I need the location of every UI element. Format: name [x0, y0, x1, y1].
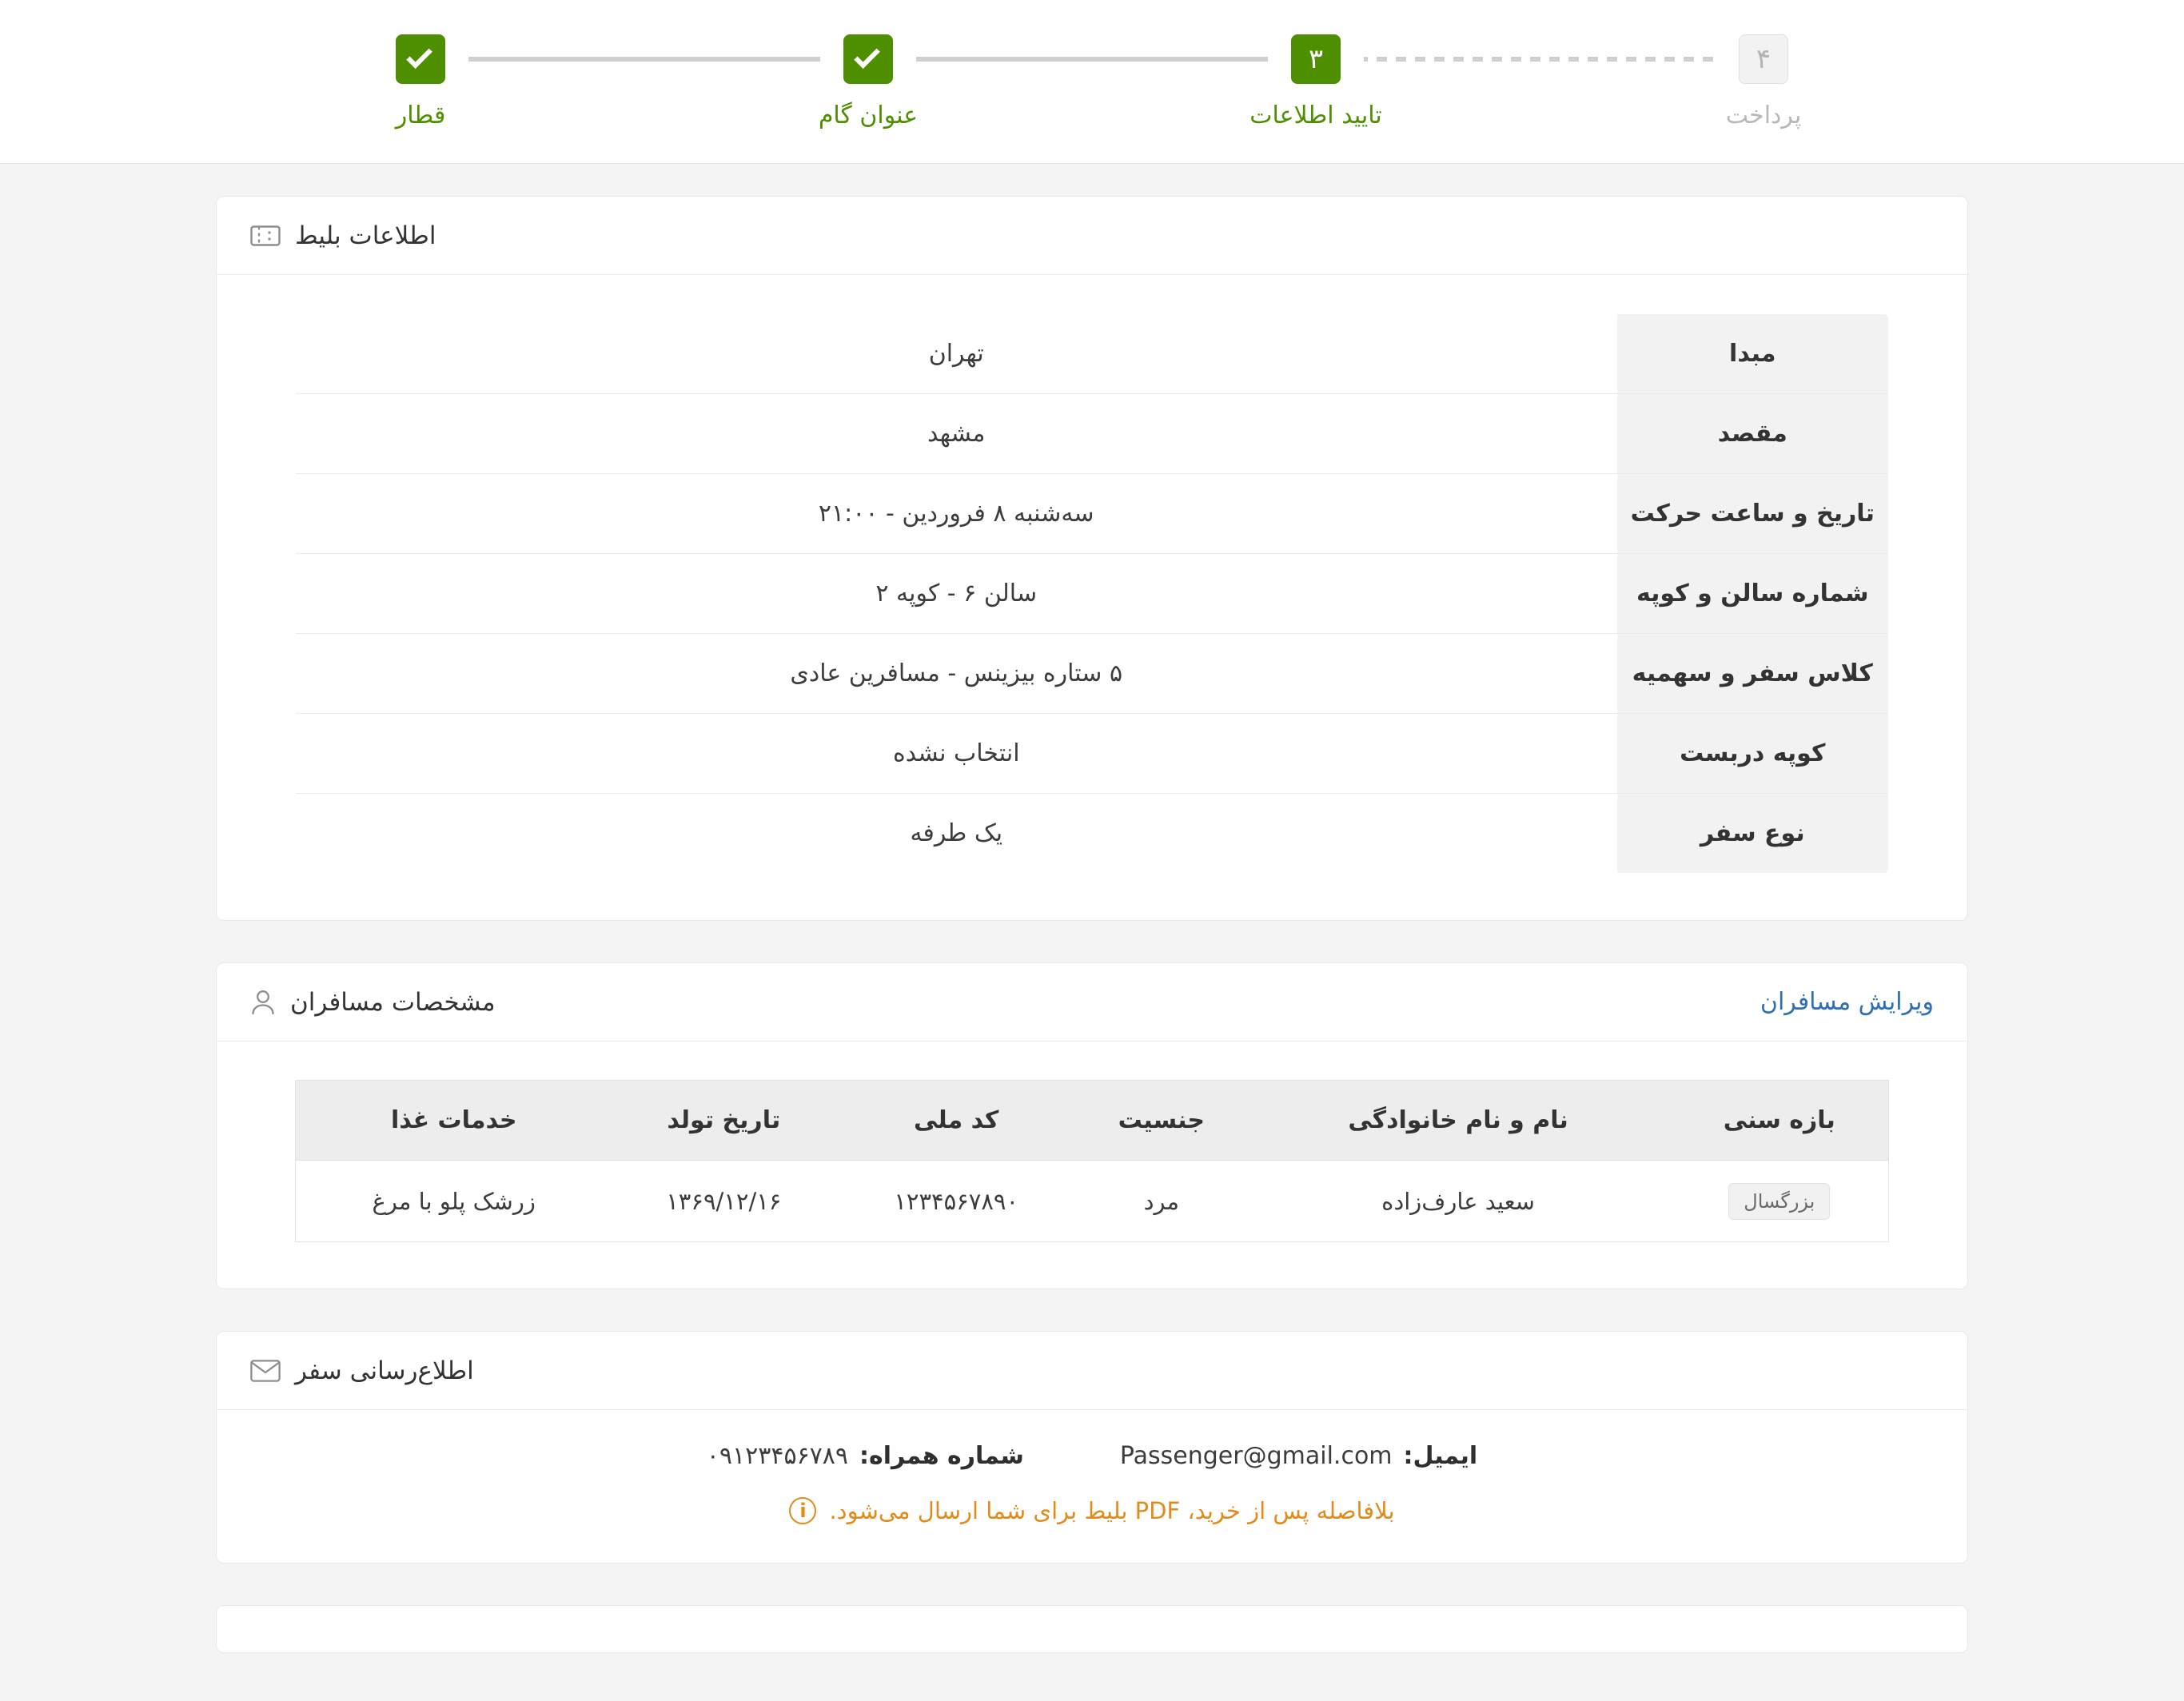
step-title-label: عنوان گام: [818, 101, 919, 129]
cell-birth-date: ۱۳۶۹/۱۲/۱۶: [666, 1187, 782, 1215]
row-label-departure: تاریخ و ساعت حرکت: [1617, 474, 1889, 554]
row-label-destination: مقصد: [1617, 394, 1889, 474]
row-label-trip-type: نوع سفر: [1617, 794, 1889, 874]
cell-national-id: ۱۲۳۴۵۶۷۸۹۰: [894, 1187, 1019, 1215]
col-meal: خدمات غذا: [296, 1081, 612, 1161]
stepper-connector-2: [916, 57, 1268, 62]
mobile-value: ۰۹۱۲۳۴۵۶۷۸۹: [706, 1442, 849, 1470]
step-confirm-label: تایید اطلاعات: [1249, 101, 1382, 129]
col-age-range: بازه سنی: [1671, 1081, 1889, 1161]
table-row: [296, 314, 1889, 394]
envelope-icon: [250, 1360, 281, 1382]
table-row: [296, 634, 1889, 714]
row-label-coach: شماره سالن و کوپه: [1617, 554, 1889, 634]
edit-passengers-link[interactable]: ویرایش مسافران: [1760, 988, 1934, 1016]
col-national-id: کد ملی: [835, 1081, 1077, 1161]
travel-notification-title: اطلاع‌رسانی سفر: [295, 1356, 474, 1385]
step-confirm[interactable]: [1249, 34, 1382, 129]
row-value-destination: مشهد: [296, 394, 1617, 474]
step-title-marker: [843, 34, 893, 84]
col-full-name: نام و نام خانوادگی: [1246, 1081, 1671, 1161]
travel-notification-body: [217, 1410, 1967, 1563]
ticket-info-body: [217, 275, 1967, 920]
row-value-coach: سالن ۶ - کوپه ۲: [296, 554, 1617, 634]
page-content: [0, 164, 2184, 1701]
row-label-origin: مبدا: [1617, 314, 1889, 394]
user-icon: [250, 989, 276, 1016]
table-row: [296, 714, 1889, 794]
travel-notification-card: [216, 1331, 1968, 1564]
email-label: ایمیل:: [1403, 1442, 1478, 1470]
status-badge: بزرگسال: [1728, 1183, 1830, 1220]
check-icon: [406, 42, 432, 69]
contact-row: [265, 1442, 1919, 1470]
progress-stepper: [0, 0, 2184, 164]
passengers-table: [295, 1080, 1889, 1242]
table-header-row: [296, 1081, 1889, 1161]
email-field: [1120, 1442, 1477, 1470]
table-row: [296, 554, 1889, 634]
col-gender: جنسیت: [1077, 1081, 1245, 1161]
stepper-connector-3: [468, 57, 820, 62]
step-train[interactable]: [373, 34, 468, 129]
stepper-track: [373, 34, 1811, 129]
ticket-info-card: [216, 196, 1968, 921]
col-birth-date: تاریخ تولد: [612, 1081, 835, 1161]
email-value: Passenger@gmail.com: [1119, 1442, 1393, 1470]
cell-full-name: سعید عارف‌زاده: [1381, 1187, 1535, 1215]
step-title[interactable]: [818, 34, 919, 129]
cell-meal: زرشک پلو با مرغ: [372, 1187, 536, 1215]
row-label-private-compartment: کوپه دربست: [1617, 714, 1889, 794]
mobile-label: شماره همراه:: [859, 1442, 1024, 1470]
table-row: [296, 1161, 1889, 1242]
mobile-field: [707, 1442, 1024, 1470]
stepper-connector-1: [1364, 57, 1716, 62]
next-card-stub: [216, 1605, 1968, 1653]
notice-text: بلافاصله پس از خرید، PDF بلیط برای شما ارسال می‌شود.: [829, 1497, 1395, 1524]
info-icon: i: [789, 1497, 816, 1524]
passengers-header: [217, 963, 1967, 1042]
step-payment-marker: ۴: [1739, 34, 1788, 84]
row-value-trip-type: یک طرفه: [910, 819, 1003, 847]
row-value-departure: سه‌شنبه ۸ فروردین - ۲۱:۰۰: [296, 474, 1617, 554]
passengers-card: [216, 962, 1968, 1289]
row-label-class: کلاس سفر و سهمیه: [1617, 634, 1889, 714]
ticket-info-table: [295, 313, 1889, 874]
step-confirm-marker: ۳: [1291, 34, 1341, 84]
row-value-private-compartment: انتخاب نشده: [296, 714, 1617, 794]
step-payment-label: پرداخت: [1725, 101, 1802, 129]
step-train-label: قطار: [395, 101, 446, 129]
passengers-title: مشخصات مسافران: [290, 987, 496, 1017]
step-payment[interactable]: [1716, 34, 1811, 129]
row-value-class: ۵ ستاره بیزینس - مسافرین عادی: [296, 634, 1617, 714]
pdf-delivery-notice: [265, 1497, 1919, 1524]
cell-gender: مرد: [1143, 1187, 1180, 1215]
table-row: [296, 794, 1889, 874]
table-row: [296, 474, 1889, 554]
passengers-body: [217, 1042, 1967, 1289]
ticket-info-title: اطلاعات بلیط: [295, 221, 436, 250]
travel-notification-header: [217, 1332, 1967, 1410]
ticket-info-header: [217, 197, 1967, 275]
ticket-icon: [250, 224, 281, 248]
cell-age-range: [1671, 1161, 1889, 1242]
check-icon: [854, 42, 880, 69]
row-value-origin: تهران: [296, 314, 1617, 394]
table-row: [296, 394, 1889, 474]
step-train-marker: [396, 34, 445, 84]
